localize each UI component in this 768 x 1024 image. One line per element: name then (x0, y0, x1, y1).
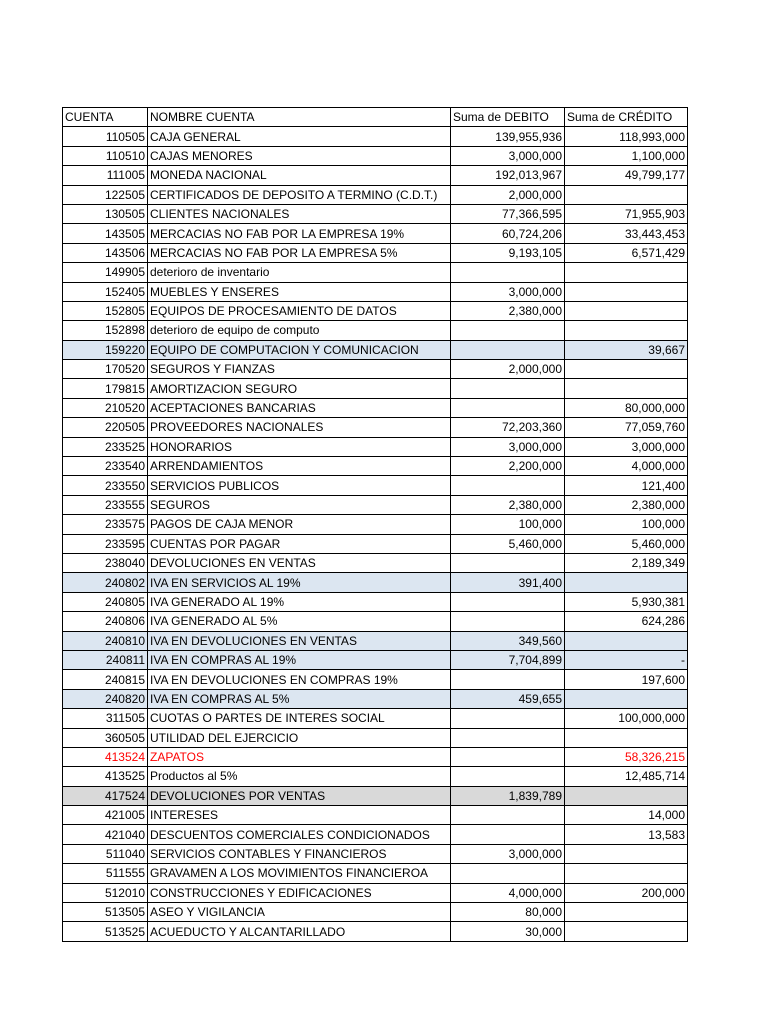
table-row (63, 825, 688, 844)
cell-nombre-cuenta: MERCACIAS NO FAB POR LA EMPRESA 5% (148, 243, 451, 262)
cell-cuenta: 311505 (63, 709, 148, 728)
table-row (63, 728, 688, 747)
cell-suma-credito: 6,571,429 (565, 243, 688, 262)
cell-cuenta: 233540 (63, 457, 148, 476)
cell-suma-debito: 72,203,360 (451, 418, 565, 437)
ledger-body (63, 127, 688, 941)
cell-suma-credito: 13,583 (565, 825, 688, 844)
cell-cuenta: 240811 (63, 650, 148, 669)
table-row (63, 495, 688, 514)
cell-suma-debito (451, 379, 565, 398)
table-row (63, 515, 688, 534)
cell-cuenta: 152805 (63, 301, 148, 320)
cell-cuenta: 233555 (63, 495, 148, 514)
cell-nombre-cuenta: DEVOLUCIONES EN VENTAS (148, 553, 451, 572)
table-row (63, 864, 688, 883)
cell-suma-credito (565, 864, 688, 883)
cell-suma-debito: 2,380,000 (451, 301, 565, 320)
cell-cuenta: 240810 (63, 631, 148, 650)
header-nombre-cuenta: NOMBRE CUENTA (148, 108, 451, 127)
cell-nombre-cuenta: ACUEDUCTO Y ALCANTARILLADO (148, 922, 451, 941)
cell-nombre-cuenta: CONSTRUCCIONES Y EDIFICACIONES (148, 883, 451, 902)
table-row (63, 224, 688, 243)
cell-suma-debito: 9,193,105 (451, 243, 565, 262)
table-row (63, 592, 688, 611)
cell-nombre-cuenta: ASEO Y VIGILANCIA (148, 903, 451, 922)
cell-cuenta: 149905 (63, 263, 148, 282)
cell-suma-credito: 58,326,215 (565, 747, 688, 766)
cell-nombre-cuenta: DESCUENTOS COMERCIALES CONDICIONADOS (148, 825, 451, 844)
cell-suma-credito (565, 689, 688, 708)
cell-suma-debito (451, 825, 565, 844)
cell-suma-credito: 49,799,177 (565, 166, 688, 185)
cell-nombre-cuenta: EQUIPO DE COMPUTACION Y COMUNICACION (148, 340, 451, 359)
cell-suma-debito: 1,839,789 (451, 786, 565, 805)
cell-cuenta: 111005 (63, 166, 148, 185)
table-row (63, 612, 688, 631)
cell-suma-credito: 200,000 (565, 883, 688, 902)
cell-nombre-cuenta: deterioro de inventario (148, 263, 451, 282)
table-row (63, 631, 688, 650)
cell-suma-debito: 3,000,000 (451, 282, 565, 301)
cell-suma-credito: 80,000,000 (565, 398, 688, 417)
cell-cuenta: 130505 (63, 204, 148, 223)
table-row (63, 301, 688, 320)
cell-suma-credito (565, 301, 688, 320)
table-row (63, 282, 688, 301)
cell-nombre-cuenta: SEGUROS Y FIANZAS (148, 360, 451, 379)
cell-nombre-cuenta: deterioro de equipo de computo (148, 321, 451, 340)
cell-suma-debito (451, 767, 565, 786)
cell-suma-credito: 118,993,000 (565, 127, 688, 146)
cell-suma-credito: 2,189,349 (565, 553, 688, 572)
cell-suma-debito: 100,000 (451, 515, 565, 534)
table-row (63, 903, 688, 922)
cell-cuenta: 421040 (63, 825, 148, 844)
cell-suma-credito: 14,000 (565, 806, 688, 825)
cell-suma-debito: 4,000,000 (451, 883, 565, 902)
cell-suma-credito (565, 379, 688, 398)
table-row (63, 263, 688, 282)
cell-nombre-cuenta: CLIENTES NACIONALES (148, 204, 451, 223)
cell-suma-debito (451, 592, 565, 611)
table-row (63, 573, 688, 592)
cell-suma-debito: 5,460,000 (451, 534, 565, 553)
cell-nombre-cuenta: IVA GENERADO AL 5% (148, 612, 451, 631)
cell-cuenta: 143505 (63, 224, 148, 243)
cell-nombre-cuenta: Productos al 5% (148, 767, 451, 786)
cell-suma-debito: 7,704,899 (451, 650, 565, 669)
cell-suma-credito (565, 922, 688, 941)
table-row (63, 398, 688, 417)
cell-suma-debito: 349,560 (451, 631, 565, 650)
cell-suma-credito (565, 573, 688, 592)
cell-suma-credito: 4,000,000 (565, 457, 688, 476)
header-cuenta: CUENTA (63, 108, 148, 127)
cell-nombre-cuenta: SEGUROS (148, 495, 451, 514)
cell-cuenta: 210520 (63, 398, 148, 417)
cell-nombre-cuenta: PAGOS DE CAJA MENOR (148, 515, 451, 534)
cell-nombre-cuenta: GRAVAMEN A LOS MOVIMIENTOS FINANCIEROA (148, 864, 451, 883)
cell-nombre-cuenta: CAJA GENERAL (148, 127, 451, 146)
cell-suma-debito: 459,655 (451, 689, 565, 708)
table-row (63, 670, 688, 689)
table-row (63, 786, 688, 805)
table-row (63, 360, 688, 379)
table-row (63, 883, 688, 902)
cell-cuenta: 513525 (63, 922, 148, 941)
cell-cuenta: 233550 (63, 476, 148, 495)
cell-cuenta: 122505 (63, 185, 148, 204)
cell-nombre-cuenta: ARRENDAMIENTOS (148, 457, 451, 476)
cell-suma-credito (565, 903, 688, 922)
cell-suma-debito: 2,200,000 (451, 457, 565, 476)
cell-nombre-cuenta: IVA EN DEVOLUCIONES EN VENTAS (148, 631, 451, 650)
cell-nombre-cuenta: ACEPTACIONES BANCARIAS (148, 398, 451, 417)
cell-suma-debito: 2,000,000 (451, 360, 565, 379)
table-row (63, 534, 688, 553)
cell-suma-credito: 71,955,903 (565, 204, 688, 223)
cell-nombre-cuenta: IVA GENERADO AL 19% (148, 592, 451, 611)
header-suma-credito: Suma de CRÉDITO (565, 108, 688, 127)
cell-cuenta: 240806 (63, 612, 148, 631)
cell-cuenta: 110510 (63, 146, 148, 165)
cell-nombre-cuenta: CUOTAS O PARTES DE INTERES SOCIAL (148, 709, 451, 728)
cell-suma-credito: 197,600 (565, 670, 688, 689)
cell-suma-debito (451, 476, 565, 495)
table-row (63, 379, 688, 398)
cell-suma-debito: 60,724,206 (451, 224, 565, 243)
cell-nombre-cuenta: IVA EN COMPRAS AL 5% (148, 689, 451, 708)
cell-cuenta: 152405 (63, 282, 148, 301)
cell-cuenta: 511040 (63, 844, 148, 863)
table-row (63, 844, 688, 863)
cell-suma-credito (565, 282, 688, 301)
table-row (63, 437, 688, 456)
cell-suma-debito: 391,400 (451, 573, 565, 592)
cell-cuenta: 220505 (63, 418, 148, 437)
cell-cuenta: 159220 (63, 340, 148, 359)
table-row (63, 185, 688, 204)
cell-nombre-cuenta: UTILIDAD DEL EJERCICIO (148, 728, 451, 747)
cell-cuenta: 170520 (63, 360, 148, 379)
cell-suma-credito: 39,667 (565, 340, 688, 359)
table-row (63, 457, 688, 476)
cell-cuenta: 240820 (63, 689, 148, 708)
cell-cuenta: 421005 (63, 806, 148, 825)
cell-cuenta: 143506 (63, 243, 148, 262)
cell-cuenta: 511555 (63, 864, 148, 883)
cell-suma-credito (565, 844, 688, 863)
table-row (63, 747, 688, 766)
cell-nombre-cuenta: SERVICIOS PUBLICOS (148, 476, 451, 495)
cell-suma-debito (451, 728, 565, 747)
cell-suma-credito: 624,286 (565, 612, 688, 631)
table-row (63, 321, 688, 340)
cell-nombre-cuenta: MERCACIAS NO FAB POR LA EMPRESA 19% (148, 224, 451, 243)
table-row (63, 767, 688, 786)
cell-nombre-cuenta: EQUIPOS DE PROCESAMIENTO DE DATOS (148, 301, 451, 320)
cell-suma-credito: 100,000,000 (565, 709, 688, 728)
table-row (63, 476, 688, 495)
cell-cuenta: 513505 (63, 903, 148, 922)
cell-suma-credito: - (565, 650, 688, 669)
table-row (63, 709, 688, 728)
cell-suma-credito: 12,485,714 (565, 767, 688, 786)
cell-cuenta: 233575 (63, 515, 148, 534)
cell-nombre-cuenta: CERTIFICADOS DE DEPOSITO A TERMINO (C.D.T.) (148, 185, 451, 204)
ledger-table (62, 107, 688, 942)
cell-suma-credito: 5,460,000 (565, 534, 688, 553)
cell-suma-debito: 192,013,967 (451, 166, 565, 185)
table-row (63, 243, 688, 262)
cell-cuenta: 417524 (63, 786, 148, 805)
cell-nombre-cuenta: ZAPATOS (148, 747, 451, 766)
cell-suma-debito: 139,955,936 (451, 127, 565, 146)
cell-suma-debito (451, 553, 565, 572)
cell-nombre-cuenta: CUENTAS POR PAGAR (148, 534, 451, 553)
cell-suma-debito: 3,000,000 (451, 844, 565, 863)
cell-cuenta: 233525 (63, 437, 148, 456)
table-row (63, 127, 688, 146)
cell-suma-credito: 77,059,760 (565, 418, 688, 437)
cell-suma-credito: 1,100,000 (565, 146, 688, 165)
cell-suma-debito (451, 806, 565, 825)
cell-nombre-cuenta: MONEDA NACIONAL (148, 166, 451, 185)
cell-nombre-cuenta: MUEBLES Y ENSERES (148, 282, 451, 301)
cell-suma-credito: 5,930,381 (565, 592, 688, 611)
table-row (63, 166, 688, 185)
cell-cuenta: 233595 (63, 534, 148, 553)
cell-nombre-cuenta: HONORARIOS (148, 437, 451, 456)
cell-suma-credito (565, 631, 688, 650)
table-row (63, 418, 688, 437)
cell-suma-debito: 77,366,595 (451, 204, 565, 223)
cell-suma-debito (451, 864, 565, 883)
header-suma-debito: Suma de DEBITO (451, 108, 565, 127)
cell-suma-credito: 3,000,000 (565, 437, 688, 456)
cell-suma-credito (565, 728, 688, 747)
cell-suma-debito (451, 612, 565, 631)
cell-cuenta: 152898 (63, 321, 148, 340)
cell-suma-credito (565, 360, 688, 379)
cell-suma-debito: 3,000,000 (451, 437, 565, 456)
cell-cuenta: 512010 (63, 883, 148, 902)
cell-suma-debito (451, 340, 565, 359)
cell-suma-credito: 121,400 (565, 476, 688, 495)
cell-suma-debito (451, 263, 565, 282)
cell-cuenta: 240802 (63, 573, 148, 592)
cell-suma-debito (451, 709, 565, 728)
cell-suma-debito (451, 398, 565, 417)
cell-nombre-cuenta: INTERESES (148, 806, 451, 825)
cell-nombre-cuenta: IVA EN SERVICIOS AL 19% (148, 573, 451, 592)
cell-cuenta: 413524 (63, 747, 148, 766)
cell-nombre-cuenta: IVA EN COMPRAS AL 19% (148, 650, 451, 669)
cell-nombre-cuenta: AMORTIZACION SEGURO (148, 379, 451, 398)
table-row (63, 340, 688, 359)
cell-cuenta: 240815 (63, 670, 148, 689)
cell-cuenta: 360505 (63, 728, 148, 747)
table-row (63, 689, 688, 708)
cell-nombre-cuenta: DEVOLUCIONES POR VENTAS (148, 786, 451, 805)
cell-nombre-cuenta: PROVEEDORES NACIONALES (148, 418, 451, 437)
cell-cuenta: 179815 (63, 379, 148, 398)
cell-suma-credito (565, 185, 688, 204)
cell-nombre-cuenta: SERVICIOS CONTABLES Y FINANCIEROS (148, 844, 451, 863)
cell-suma-credito: 33,443,453 (565, 224, 688, 243)
cell-suma-debito (451, 670, 565, 689)
cell-suma-debito (451, 747, 565, 766)
table-row (63, 650, 688, 669)
cell-suma-debito: 3,000,000 (451, 146, 565, 165)
cell-nombre-cuenta: CAJAS MENORES (148, 146, 451, 165)
cell-cuenta: 413525 (63, 767, 148, 786)
cell-cuenta: 110505 (63, 127, 148, 146)
cell-suma-credito: 2,380,000 (565, 495, 688, 514)
cell-suma-debito: 80,000 (451, 903, 565, 922)
cell-cuenta: 240805 (63, 592, 148, 611)
cell-suma-credito (565, 263, 688, 282)
cell-cuenta: 238040 (63, 553, 148, 572)
table-row (63, 922, 688, 941)
cell-suma-credito (565, 321, 688, 340)
header-row (63, 108, 688, 127)
table-row (63, 204, 688, 223)
cell-suma-credito (565, 786, 688, 805)
table-row (63, 553, 688, 572)
table-row (63, 806, 688, 825)
cell-nombre-cuenta: IVA EN DEVOLUCIONES EN COMPRAS 19% (148, 670, 451, 689)
cell-suma-debito: 2,000,000 (451, 185, 565, 204)
cell-suma-debito: 30,000 (451, 922, 565, 941)
table-row (63, 146, 688, 165)
cell-suma-debito (451, 321, 565, 340)
cell-suma-credito: 100,000 (565, 515, 688, 534)
cell-suma-debito: 2,380,000 (451, 495, 565, 514)
